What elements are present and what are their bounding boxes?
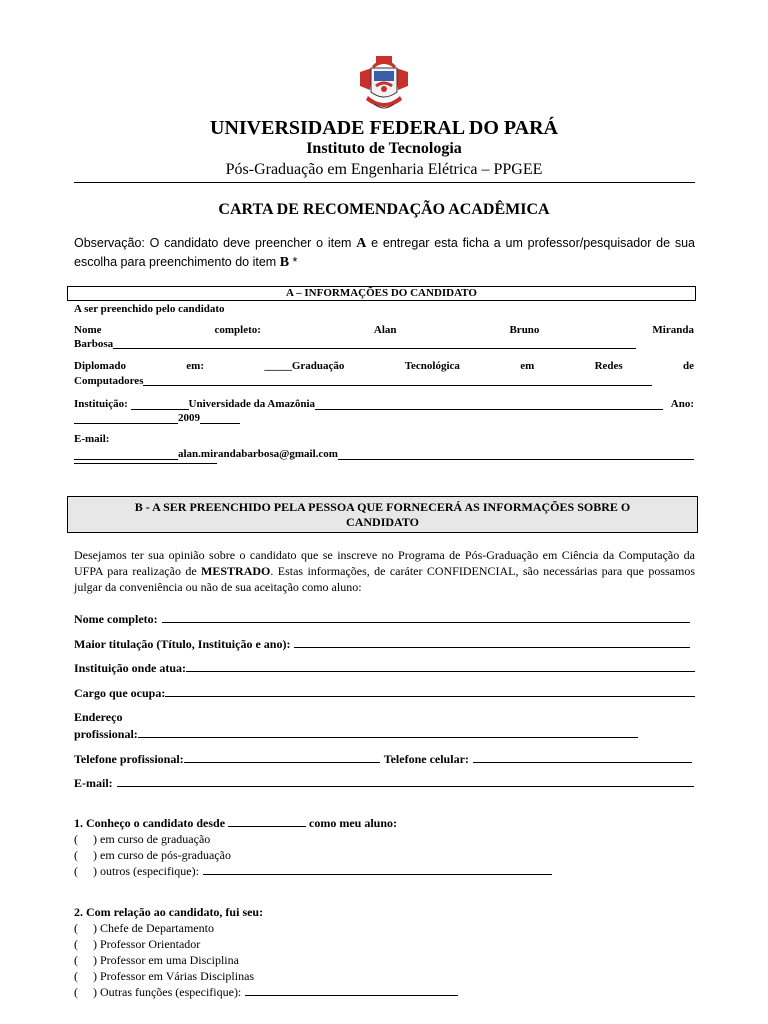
recommender-email-row [74, 776, 694, 791]
cell-field[interactable] [473, 752, 692, 763]
diploma-continuation [74, 376, 652, 387]
question1-prefix: 1. Conheço o candidato desde [74, 816, 226, 830]
email-value[interactable]: alan.mirandabarbosa@gmail.com [178, 448, 338, 460]
candidate-name-word: Bruno [509, 324, 540, 336]
email-label: E-mail: [74, 433, 110, 445]
cell-label: Telefone celular: [383, 752, 469, 766]
question1-option[interactable]: ( ) em curso de graduação [74, 832, 211, 846]
intro-bold: MESTRADO [201, 564, 271, 578]
question1-option-other[interactable] [74, 864, 552, 879]
header-divider [74, 182, 695, 183]
question1-option[interactable]: ( ) em curso de pós-graduação [74, 848, 231, 862]
year-line-pre [74, 414, 178, 424]
work-institution-field[interactable] [186, 661, 695, 672]
phone-row [74, 752, 692, 767]
diploma-word: em: [186, 360, 204, 372]
phone-field[interactable] [184, 752, 380, 763]
year-label: Ano: [670, 398, 694, 410]
observation-item-a: A [356, 236, 367, 251]
section-b-header [67, 496, 698, 533]
candidate-name-row [74, 325, 694, 336]
question1-other-field[interactable] [203, 864, 552, 875]
diploma-row [74, 361, 694, 372]
institution-row [74, 399, 694, 410]
candidate-name-word: Miranda [652, 324, 694, 336]
question1-since-field[interactable] [228, 816, 306, 827]
diploma-word: Redes [594, 360, 623, 372]
address-label-2: profissional: [74, 727, 138, 741]
question2-option[interactable]: ( ) Professor Orientador [74, 937, 201, 951]
recommender-email-label: E-mail: [74, 776, 113, 790]
email-row [74, 449, 694, 460]
year-row [74, 413, 240, 424]
phone-label: Telefone profissional: [74, 752, 184, 766]
candidate-name-continuation [74, 339, 636, 350]
diploma-line[interactable] [143, 376, 652, 386]
question2-option[interactable]: ( ) Professor em uma Disciplina [74, 953, 239, 967]
title-label: Maior titulação (Título, Instituição e ano): [74, 637, 291, 651]
recommender-name-field[interactable] [162, 612, 690, 623]
address-row [74, 727, 638, 742]
position-label: Cargo que ocupa: [74, 686, 166, 700]
institution-label: Instituição: [74, 398, 131, 410]
recommender-name-row [74, 612, 690, 627]
institution-value[interactable]: Universidade da Amazônia [188, 398, 316, 410]
title-field[interactable] [294, 637, 690, 648]
question2-option-other[interactable] [74, 985, 458, 1000]
institute-name: Instituto de Tecnologia [306, 140, 462, 157]
question1-suffix: como meu aluno: [309, 816, 398, 830]
observation-part3: * [289, 255, 298, 269]
section-b-intro [74, 547, 695, 595]
question2-option[interactable]: ( ) Professor em Várias Disciplinas [74, 969, 255, 983]
year-value[interactable]: 2009 [178, 412, 200, 424]
question1-row [74, 816, 397, 831]
candidate-name-line[interactable] [113, 339, 636, 349]
document-title: CARTA DE RECOMENDAÇÃO ACADÊMICA [218, 201, 550, 218]
work-institution-label: Instituição onde atua: [74, 661, 187, 675]
diploma-word: Tecnológica [404, 360, 460, 372]
question2-option-label: ( ) Outras funções (especifique): [74, 985, 242, 999]
diploma-course: Computadores [74, 375, 144, 387]
question2-title: 2. Com relação ao candidato, fui seu: [74, 905, 264, 919]
section-a-header: A – INFORMAÇÕES DO CANDIDATO [67, 286, 696, 301]
diploma-word: de [683, 360, 694, 372]
section-b-header-line2: CANDIDATO [346, 515, 419, 529]
intro-part2: . Estas informações, de caráter CONFIDENCIAL, são necessárias para que possamos julgar da conveniência ou não de sua aceitação como aluno: [74, 564, 696, 594]
section-a-subtitle: A ser preenchido pelo candidato [74, 303, 225, 315]
address-field[interactable] [138, 727, 638, 738]
institution-line-pre [131, 400, 189, 410]
email-line-continuation [74, 463, 217, 464]
recommender-name-label: Nome completo: [74, 612, 158, 626]
email-line-post [338, 450, 694, 460]
year-line-post [200, 414, 240, 424]
question2-other-field[interactable] [245, 985, 458, 996]
work-institution-row [74, 661, 695, 676]
diploma-word: Diplomado [74, 360, 126, 372]
email-line-pre [74, 450, 178, 460]
address-label-1: Endereço [74, 710, 123, 724]
university-name: UNIVERSIDADE FEDERAL DO PARÁ [210, 117, 558, 139]
intro-part1: Desejamos ter sua opinião sobre o candidato que se inscreve no Programa de Pós-Graduação em Ciência da Computação da UFPA para realização de [74, 548, 695, 578]
section-b-header-line1: B - A SER PREENCHIDO PELA PESSOA QUE FORNECERÁ AS INFORMAÇÕES SOBRE O [134, 500, 631, 514]
institution-line-post [315, 400, 663, 410]
question1-option-label: ( ) outros (especifique): [74, 864, 199, 878]
position-field[interactable] [165, 686, 695, 697]
position-row [74, 686, 695, 701]
candidate-name-last: Barbosa [74, 338, 114, 350]
observation-text [74, 234, 695, 272]
program-name: Pós-Graduação em Engenharia Elétrica – PPGEE [225, 161, 543, 178]
question2-option[interactable]: ( ) Chefe de Departamento [74, 921, 214, 935]
recommender-email-field[interactable] [117, 776, 694, 787]
diploma-word: em [520, 360, 535, 372]
candidate-name-word: completo: [214, 324, 261, 336]
observation-part2: e entregar esta ficha a um professor/pesquisador de sua escolha para preenchimento do item [74, 236, 695, 269]
candidate-name-word: Nome [74, 324, 102, 336]
diploma-word: _____Graduação [264, 360, 345, 372]
title-row [74, 637, 690, 652]
university-crest-logo [356, 52, 412, 118]
observation-part1: Observação: O candidato deve preencher o item [74, 236, 357, 250]
observation-item-b: B [279, 255, 290, 270]
candidate-name-word: Alan [373, 324, 397, 336]
